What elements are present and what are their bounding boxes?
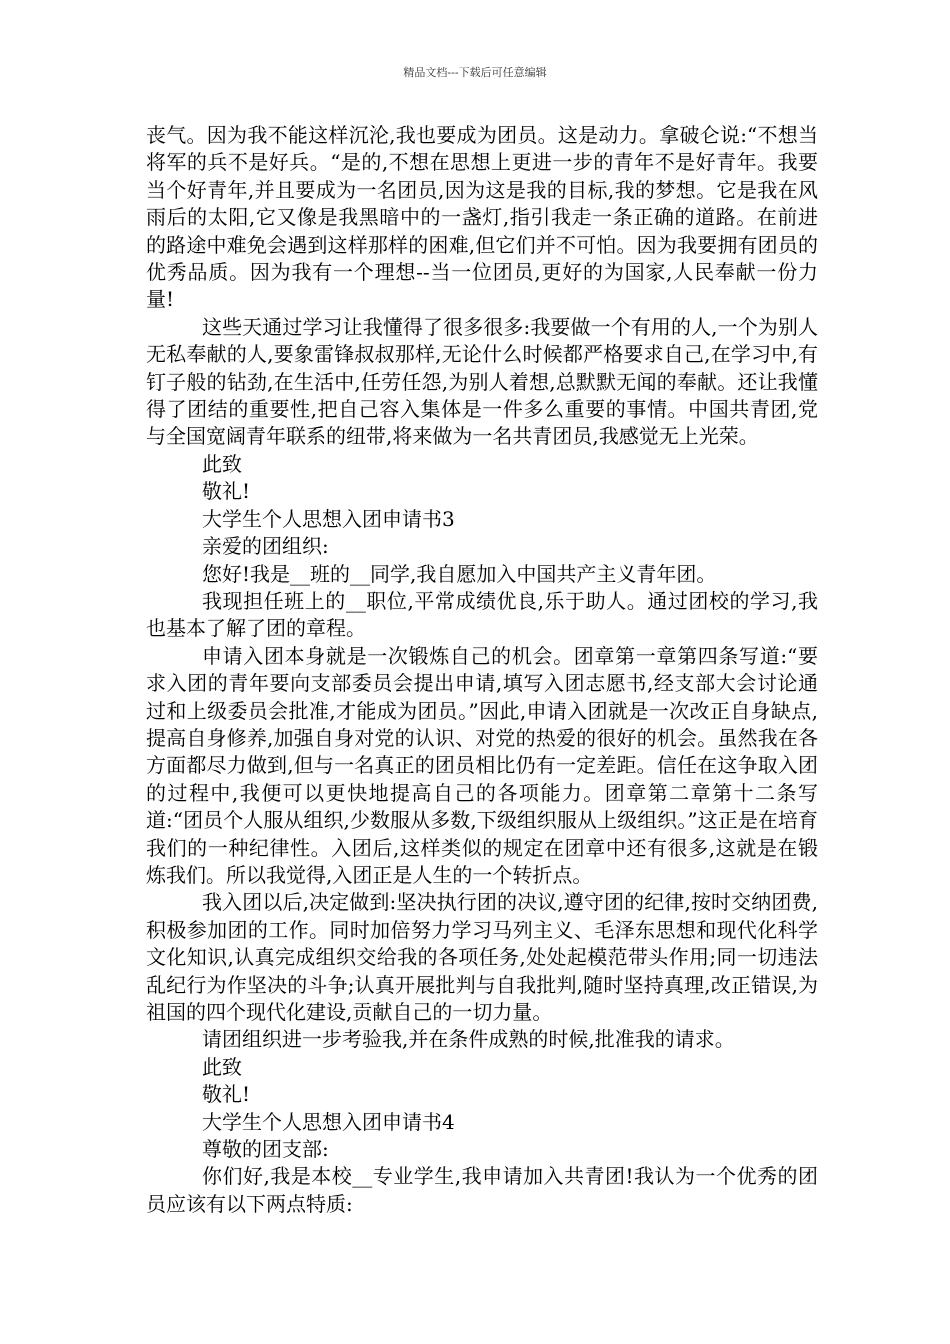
section-title: 大学生个人思想入团申请书3 xyxy=(202,506,455,531)
page-header: 精品文档---下载后可任意编辑 xyxy=(403,66,547,79)
closing-line: 敬礼! xyxy=(202,1082,251,1107)
paragraph: 这些天通过学习让我懂得了很多很多:我要做一个有用的人,一个为别人无私奉献的人,要象雷锋叔叔那样,无论什么时候都严格要求自己,在学习中,有钉子般的钻劲,在生活中,任劳任怨,为别人着想,总默默无闻的奉献。还让我懂得了团结的重要性,把自己容入集体是一件多么重要的事情。中国共青团,党与全国宽阔青年联系的纽带,将来做为一名共青团员,我感觉无上光荣。 xyxy=(146,314,818,449)
paragraph: 你们好,我是本校__专业学生,我申请加入共青团!我认为一个优秀的团员应该有以下两点特质: xyxy=(146,1164,818,1216)
paragraph: 我现担任班上的__职位,平常成绩优良,乐于助人。通过团校的学习,我也基本了解了团的章程。 xyxy=(146,588,818,641)
salutation: 亲爱的团组织: xyxy=(202,534,329,559)
section-title: 大学生个人思想入团申请书4 xyxy=(202,1109,455,1134)
paragraph: 请团组织进一步考验我,并在条件成熟的时候,批准我的请求。 xyxy=(202,1027,735,1052)
paragraph: 我入团以后,决定做到:坚决执行团的决议,遵守团的纪律,按时交纳团费,积极参加团的工作。同时加倍努力学习马列主义、毛泽东思想和现代化科学文化知识,认真完成组织交给我的各项任务,处处起模范带头作用;同一切违法乱纪行为作坚决的斗争;认真开展批判与自我批判,随时坚持真理,改正错误,为祖国的四个现代化建设,贡献自己的一切力量。 xyxy=(146,890,818,1024)
closing-line: 敬礼! xyxy=(202,479,251,504)
closing-line: 此致 xyxy=(202,451,242,476)
closing-line: 此致 xyxy=(202,1054,242,1079)
paragraph: 丧气。因为我不能这样沉沦,我也要成为团员。这是动力。拿破仑说:“不想当将军的兵不是好兵。“是的,不想在思想上更进一步的青年不是好青年。我要当个好青年,并且要成为一名团员,因为这是我的目标,我的梦想。它是我在风雨后的太阳,它又像是我黑暗中的一盏灯,指引我走一条正确的道路。在前进的路途中难免会遇到这样那样的困难,但它们并不可怕。因为我要拥有团员的优秀品质。因为我有一个理想--当一位团员,更好的为国家,人民奉献一份力量! xyxy=(146,123,818,312)
paragraph: 申请入团本身就是一次锻炼自己的机会。团章第一章第四条写道:“要求入团的青年要向支部委员会提出申请,填写入团志愿书,经支部大会讨论通过和上级委员会批准,才能成为团员。”因此,申请入团就是一次改正自身缺点,提高自身修养,加强自身对党的认识、对党的热爱的很好的机会。虽然我在各方面都尽力做到,但与一名真正的团员相比仍有一定差距。信任在这争取入团的过程中,我便可以更快地提高自己的各项能力。团章第二章第十二条写道:“团员个人服从组织,少数服从多数,下级组织服从上级组织。”这正是在培育我们的一种纪律性。入团后,这样类似的规定在团章中还有很多,这就是在锻炼我们。所以我觉得,入团正是人生的一个转折点。 xyxy=(146,643,818,887)
document-body xyxy=(146,122,818,1218)
paragraph: 您好!我是__班的__同学,我自愿加入中国共产主义青年团。 xyxy=(202,561,717,586)
salutation: 尊敬的团支部: xyxy=(202,1137,329,1162)
